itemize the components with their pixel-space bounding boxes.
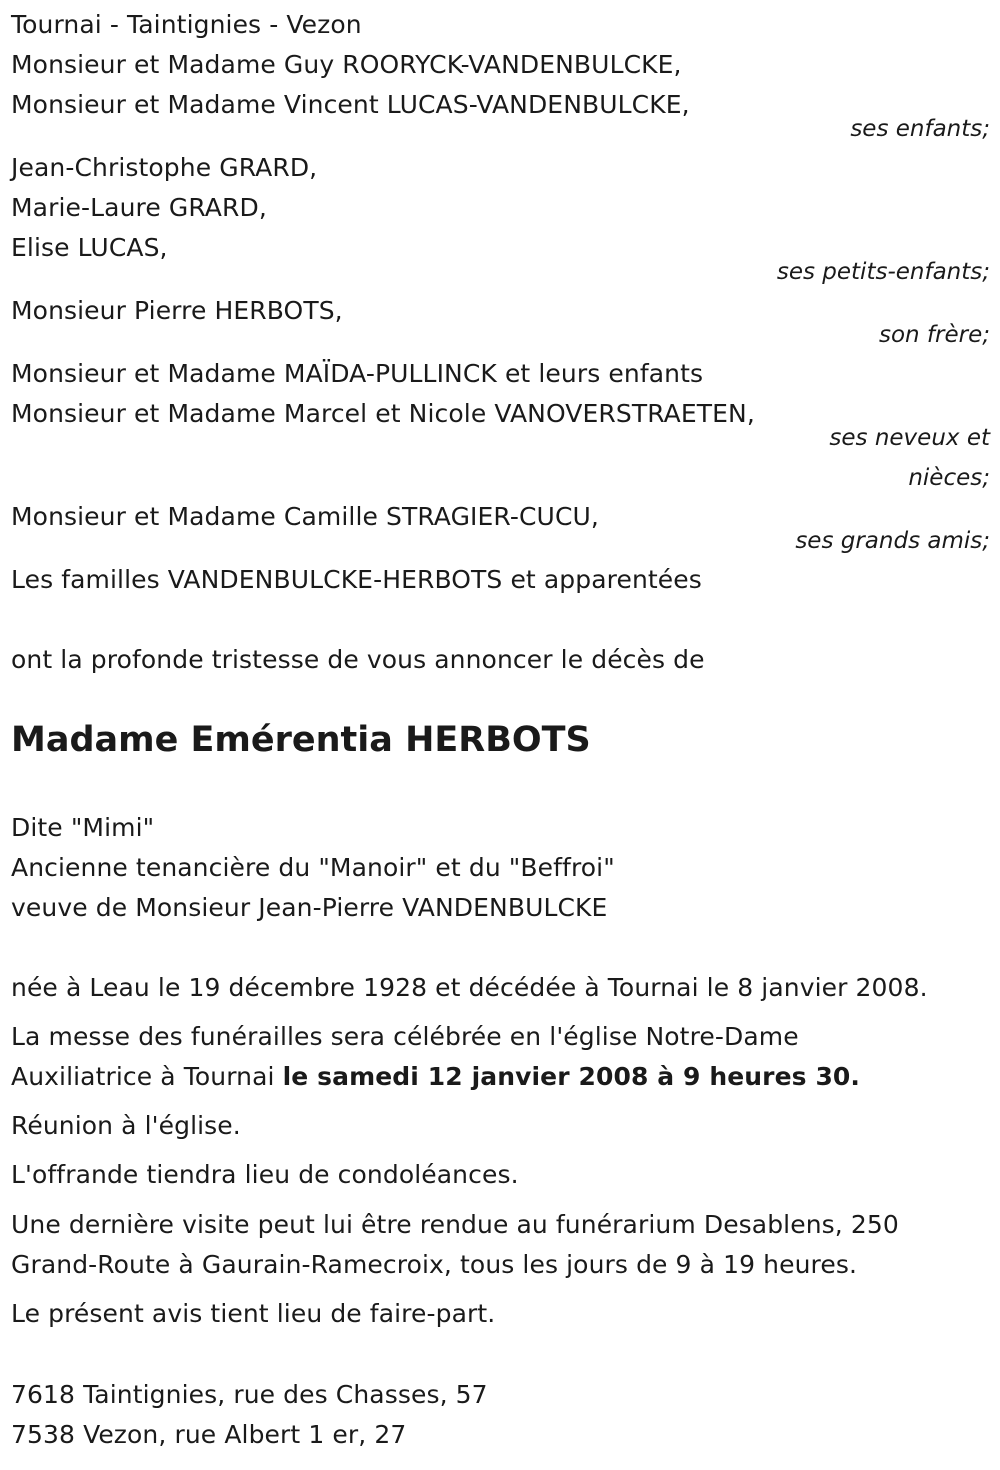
grandchild-line-1: Jean-Christophe GRARD, [11, 153, 318, 182]
nephews-relation-line-2: nièces; [908, 465, 990, 491]
mass-line-1: La messe des funérailles sera célébrée en l'église Notre-Dame [11, 1022, 799, 1051]
grandchildren-relation: ses petits-enfants; [776, 259, 990, 285]
brother-relation: son frère; [878, 322, 990, 348]
nephew-line-2: Monsieur et Madame Marcel et Nicole VANOVERSTRAETEN, [11, 399, 755, 428]
child-line-2: Monsieur et Madame Vincent LUCAS-VANDENBULCKE, [11, 90, 690, 119]
nephews-relation-line-1: ses neveux et [829, 425, 990, 451]
grandchild-line-2: Marie-Laure GRARD, [11, 193, 267, 222]
mass-date-time: le samedi 12 janvier 2008 à 9 heures 30. [282, 1062, 861, 1091]
mass-line-2 [11, 1061, 860, 1093]
visit-line-2: Grand-Route à Gaurain-Ramecroix, tous les jours de 9 à 19 heures. [11, 1250, 857, 1279]
child-line-1: Monsieur et Madame Guy ROORYCK-VANDENBULCKE, [11, 50, 682, 79]
children-relation: ses enfants; [850, 116, 990, 142]
friends-relation: ses grands amis; [795, 528, 990, 554]
occupation-line: Ancienne tenancière du "Manoir" et du "Beffroi" [11, 853, 615, 882]
announcement-line: ont la profonde tristesse de vous annoncer le décès de [11, 645, 705, 674]
grandchild-line-3: Elise LUCAS, [11, 233, 168, 262]
mass-location: Auxiliatrice à Tournai [11, 1062, 283, 1091]
visit-line-1: Une dernière visite peut lui être rendue au funérarium Desablens, 250 [11, 1210, 899, 1239]
brother-line: Monsieur Pierre HERBOTS, [11, 296, 343, 325]
address-line-2: 7538 Vezon, rue Albert 1 er, 27 [11, 1420, 407, 1449]
families-line: Les familles VANDENBULCKE-HERBOTS et apparentées [11, 565, 702, 594]
deceased-name: Madame Emérentia HERBOTS [11, 720, 591, 760]
nickname-line: Dite "Mimi" [11, 813, 155, 842]
friends-line: Monsieur et Madame Camille STRAGIER-CUCU, [11, 502, 599, 531]
meeting-line: Réunion à l'église. [11, 1111, 241, 1140]
widow-line: veuve de Monsieur Jean-Pierre VANDENBULCKE [11, 893, 608, 922]
nephew-line-1: Monsieur et Madame MAÏDA-PULLINCK et leurs enfants [11, 359, 704, 388]
offering-line: L'offrande tiendra lieu de condoléances. [11, 1160, 519, 1189]
address-line-1: 7618 Taintignies, rue des Chasses, 57 [11, 1380, 488, 1409]
notice-line: Le présent avis tient lieu de faire-part. [11, 1299, 496, 1328]
locations-line: Tournai - Taintignies - Vezon [11, 10, 362, 39]
dates-line: née à Leau le 19 décembre 1928 et décédée à Tournai le 8 janvier 2008. [11, 973, 928, 1002]
